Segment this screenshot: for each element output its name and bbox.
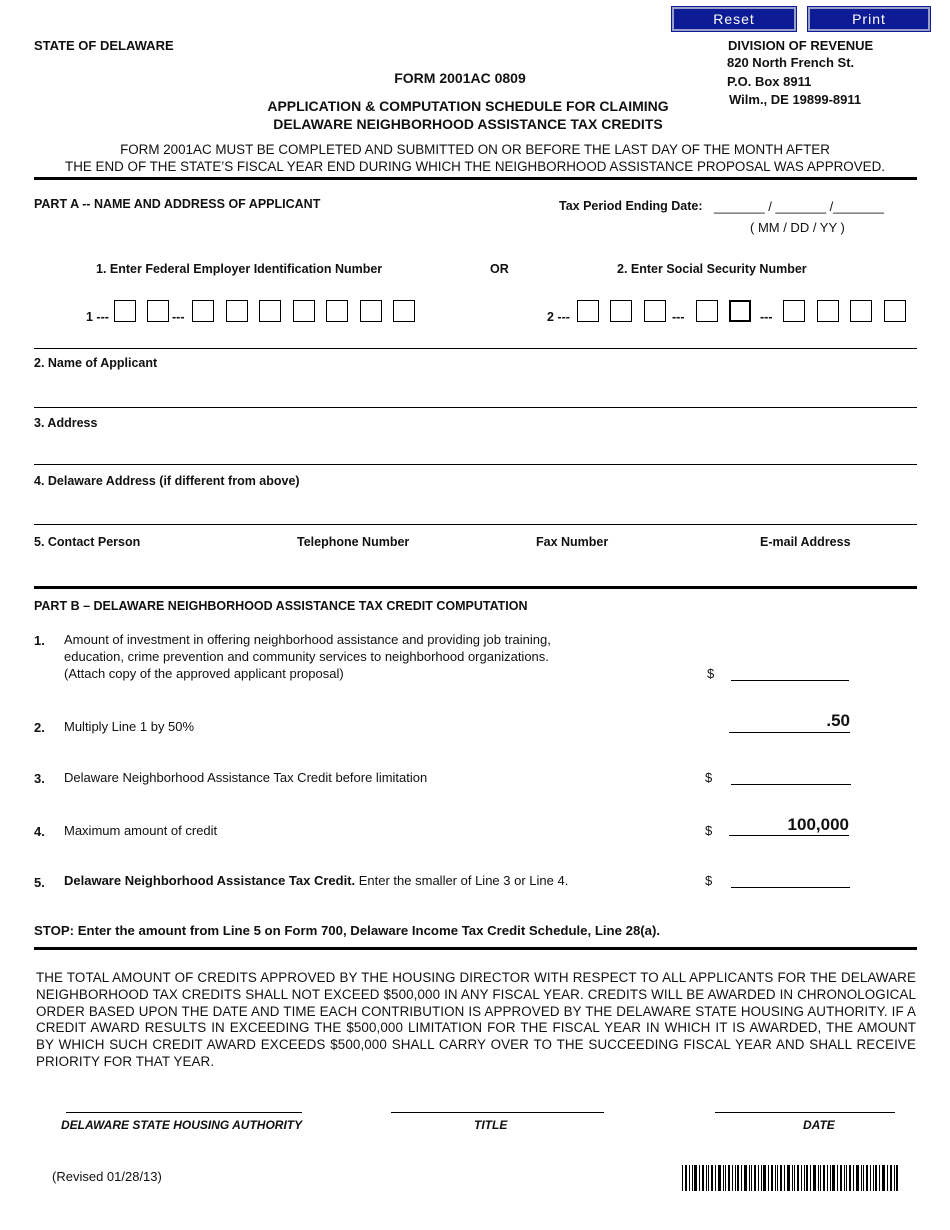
- divider: [34, 407, 917, 408]
- divider: [34, 177, 917, 180]
- state-label: STATE OF DELAWARE: [34, 38, 174, 53]
- line3-underline: [731, 784, 851, 785]
- fax-input[interactable]: [536, 554, 740, 582]
- stop-instruction: STOP: Enter the amount from Line 5 on Form 700, Delaware Income Tax Credit Schedule, Line 28(a).: [34, 923, 661, 938]
- line5-underline: [731, 887, 850, 888]
- ssn-label: 2. Enter Social Security Number: [617, 262, 807, 276]
- divider: [34, 947, 917, 950]
- ssn-dash: ---: [760, 310, 773, 324]
- line1-underline: [731, 680, 849, 681]
- ssn-digit-box[interactable]: [696, 300, 718, 322]
- date-signature-line: [715, 1112, 895, 1113]
- line4-number: 4.: [34, 824, 45, 839]
- fein-digit-box[interactable]: [360, 300, 382, 322]
- email-input[interactable]: [740, 554, 919, 582]
- division-city: Wilm., DE 19899-8911: [729, 92, 862, 107]
- address-input[interactable]: [60, 434, 914, 462]
- ssn-digit-box[interactable]: [577, 300, 599, 322]
- address-label: 3. Address: [34, 416, 98, 430]
- dollar-sign: $: [707, 666, 715, 681]
- line1-text3: (Attach copy of the approved applicant proposal): [64, 666, 344, 681]
- ssn-digit-box[interactable]: [729, 300, 751, 322]
- fein-digit-box[interactable]: [259, 300, 281, 322]
- line2-number: 2.: [34, 720, 45, 735]
- line4-underline: [729, 835, 849, 836]
- telephone-label: Telephone Number: [297, 535, 410, 549]
- line1-text2: education, crime prevention and community services to neighborhood organizations.: [64, 649, 549, 664]
- ssn-digit-box[interactable]: [610, 300, 632, 322]
- line5-amount-input[interactable]: [730, 869, 854, 889]
- authority-label: DELAWARE STATE HOUSING AUTHORITY: [61, 1118, 303, 1132]
- name-label: 2. Name of Applicant: [34, 356, 158, 370]
- fein-prefix: 1 ---: [86, 310, 109, 324]
- tax-period-blanks[interactable]: _______ / _______ /_______: [714, 199, 884, 214]
- tax-period-label: Tax Period Ending Date:: [559, 199, 703, 213]
- line2-value: .50: [826, 711, 850, 730]
- fein-digit-box[interactable]: [114, 300, 136, 322]
- revised-date: (Revised 01/28/13): [52, 1169, 162, 1184]
- title-signature-line: [391, 1112, 604, 1113]
- part-b-title: PART B – DELAWARE NEIGHBORHOOD ASSISTANCE TAX CREDIT COMPUTATION: [34, 599, 528, 613]
- part-a-title: PART A -- NAME AND ADDRESS OF APPLICANT: [34, 197, 321, 211]
- dollar-sign: $: [705, 873, 713, 888]
- notice-line1: FORM 2001AC MUST BE COMPLETED AND SUBMITTED ON OR BEFORE THE LAST DAY OF THE MONTH AFTER: [120, 142, 830, 157]
- fax-label: Fax Number: [536, 535, 609, 549]
- line1-text1: Amount of investment in offering neighborhood assistance and providing job training,: [64, 632, 551, 647]
- division-street: 820 North French St.: [727, 55, 855, 70]
- name-input[interactable]: [60, 374, 914, 404]
- line4-value: 100,000: [787, 815, 849, 834]
- form-number: FORM 2001AC 0809: [394, 70, 526, 86]
- date-label: DATE: [803, 1118, 835, 1132]
- form-title-line1: APPLICATION & COMPUTATION SCHEDULE FOR CLAIMING: [267, 98, 669, 114]
- ssn-digit-box[interactable]: [850, 300, 872, 322]
- divider: [34, 464, 917, 465]
- line4-text: Maximum amount of credit: [64, 823, 218, 838]
- line3-number: 3.: [34, 771, 45, 786]
- fein-dash: ---: [172, 310, 185, 324]
- divider: [34, 348, 917, 349]
- line3-text: Delaware Neighborhood Assistance Tax Credit before limitation: [64, 770, 428, 785]
- line5-number: 5.: [34, 875, 45, 890]
- line2-text: Multiply Line 1 by 50%: [64, 719, 195, 734]
- form-title-line2: DELAWARE NEIGHBORHOOD ASSISTANCE TAX CREDITS: [273, 116, 663, 132]
- dollar-sign: $: [705, 770, 713, 785]
- title-label: TITLE: [474, 1118, 508, 1132]
- de-address-label: 4. Delaware Address (if different from above): [34, 474, 300, 488]
- line5-text: [64, 873, 568, 888]
- fein-label: 1. Enter Federal Employer Identification Number: [96, 262, 383, 276]
- fein-digit-box[interactable]: [393, 300, 415, 322]
- fein-digit-box[interactable]: [226, 300, 248, 322]
- ssn-digit-box[interactable]: [783, 300, 805, 322]
- fein-digit-box[interactable]: [147, 300, 169, 322]
- ssn-dash: ---: [672, 310, 685, 324]
- authority-signature-line: [66, 1112, 302, 1113]
- or-label: OR: [490, 262, 509, 276]
- contact-person-label: 5. Contact Person: [34, 535, 141, 549]
- line1-amount-input[interactable]: [730, 662, 854, 682]
- dollar-sign: $: [705, 823, 713, 838]
- reset-button[interactable]: Reset: [672, 7, 796, 31]
- contact-person-input[interactable]: [34, 554, 288, 582]
- ssn-digit-box[interactable]: [644, 300, 666, 322]
- barcode: [682, 1165, 898, 1191]
- ssn-prefix: 2 ---: [547, 310, 570, 324]
- division-po-box: P.O. Box 8911: [727, 74, 812, 89]
- de-address-input[interactable]: [60, 492, 914, 522]
- line3-amount-input[interactable]: [730, 766, 854, 786]
- ssn-digit-box[interactable]: [817, 300, 839, 322]
- line1-number: 1.: [34, 633, 45, 648]
- fein-digit-box[interactable]: [326, 300, 348, 322]
- notice-line2: THE END OF THE STATE’S FISCAL YEAR END DURING WHICH THE NEIGHBORHOOD ASSISTANCE PROPOSAL WAS APPROVED.: [65, 159, 885, 174]
- fein-digit-box[interactable]: [293, 300, 315, 322]
- division-name: DIVISION OF REVENUE: [728, 38, 874, 53]
- print-button[interactable]: Print: [808, 7, 930, 31]
- line5-normal-text: Enter the smaller of Line 3 or Line 4.: [355, 873, 569, 888]
- telephone-input[interactable]: [297, 554, 521, 582]
- credit-limit-disclaimer: THE TOTAL AMOUNT OF CREDITS APPROVED BY THE HOUSING DIRECTOR WITH RESPECT TO ALL APPLICANTS FOR THE DELAWARE NEIGHBORHOOD TAX CREDITS SHALL NOT EXCEED $500,000 IN ANY FISCAL YEAR. CREDITS WILL BE AWARDED IN CHRONOLOGICAL ORDER BASED UPON THE DATE AND TIME EACH CONTRIBUTION IS APPROVED BY THE DELAWARE STATE HOUSING AUTHORITY. IF A CREDIT AWARD RESULTS IN EXCEEDING THE $500,000 LIMITATION FOR THE FISCAL YEAR IN WHICH IT IS AWARDED, THE AMOUNT BY WHICH SUCH CREDIT AWARD EXCEEDS $500,000 SHALL CARRY OVER TO THE SUCCEEDING FISCAL YEAR AND SHALL RECEIVE PRIORITY FOR THAT YEAR.: [36, 970, 916, 1069]
- ssn-digit-box[interactable]: [884, 300, 906, 322]
- divider: [34, 524, 917, 525]
- divider: [34, 586, 917, 589]
- email-label: E-mail Address: [760, 535, 851, 549]
- line5-bold-text: Delaware Neighborhood Assistance Tax Credit.: [64, 873, 356, 888]
- line2-underline: [729, 732, 850, 733]
- tax-period-format: ( MM / DD / YY ): [750, 220, 845, 235]
- fein-digit-box[interactable]: [192, 300, 214, 322]
